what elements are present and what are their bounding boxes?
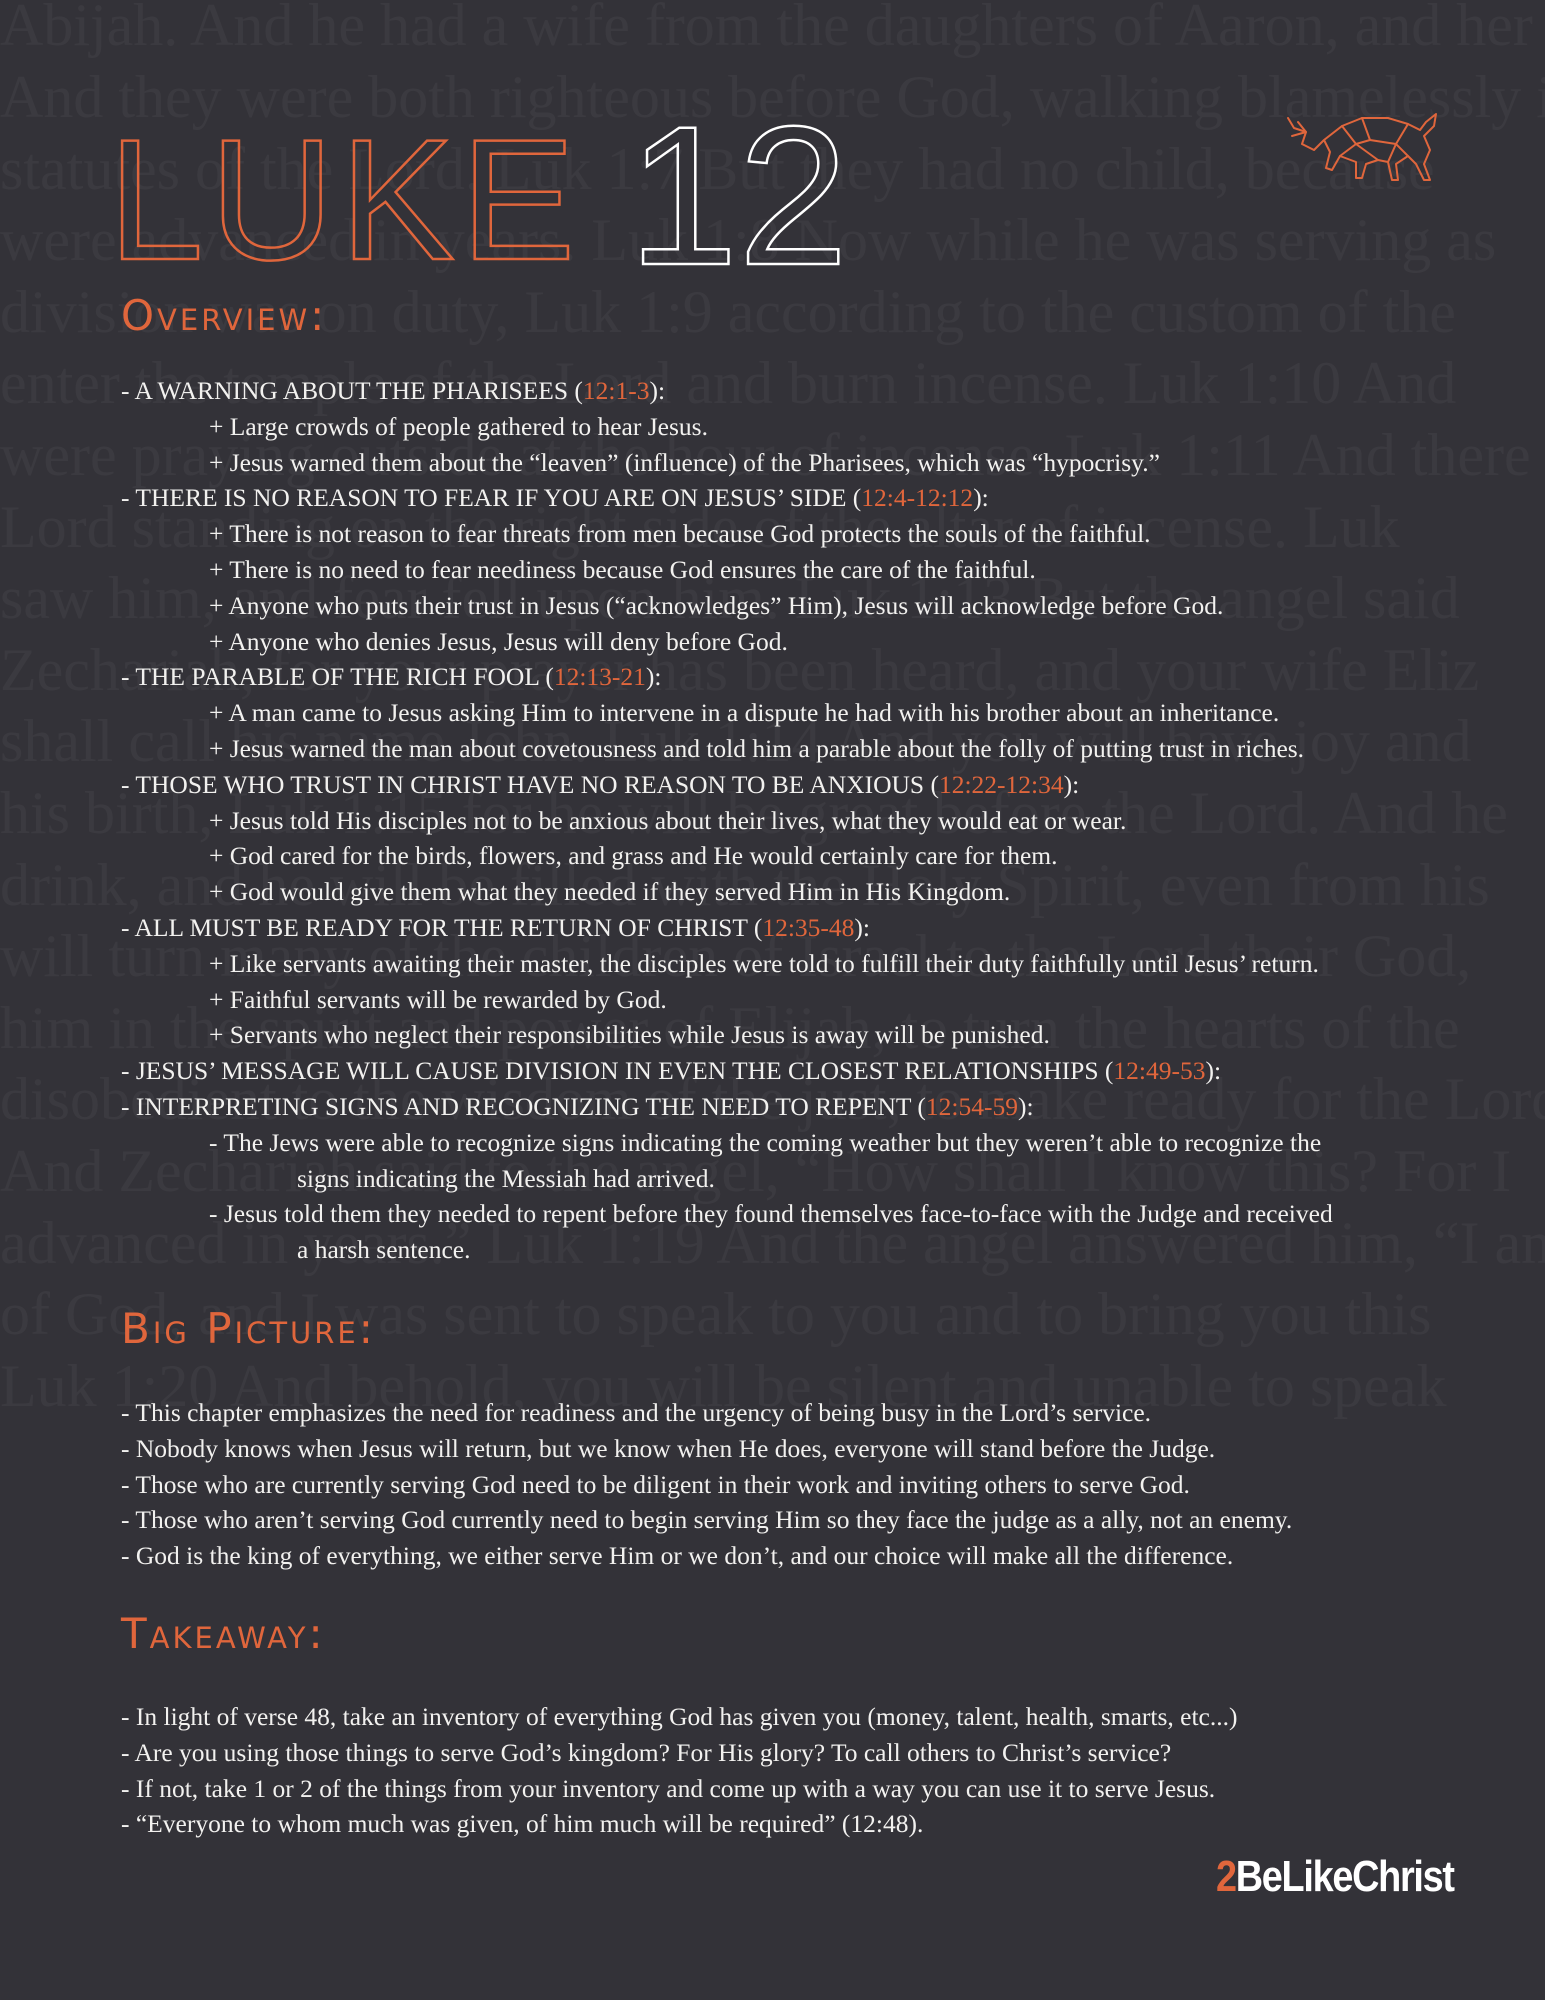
overview-point: + Anyone who denies Jesus, Jesus will deny before God. [209,626,788,656]
overview-section-title [121,373,1451,409]
overview-heading: Overview: [121,291,328,340]
section-title-close: ): [1017,1091,1034,1121]
section-title-text: - INTERPRETING SIGNS AND RECOGNIZING THE NEED TO REPENT ( [121,1091,926,1121]
big-picture-point: - Nobody knows when Jesus will return, but we know when He does, everyone will stand before the Judge. [121,1433,1216,1463]
takeaway-heading: Takeaway: [121,1609,326,1658]
section-title-close: ): [854,912,870,942]
verse-reference: 12:35-48 [762,912,855,942]
brand-logo [1216,1852,1454,1902]
overview-point: + Servants who neglect their responsibilities while Jesus is away will be punished. [209,1020,1050,1050]
overview-point: + Jesus warned them about the “leaven” (influence) of the Pharisees, which was “hypocrisy.” [209,447,1160,477]
overview-point-continued: signs indicating the Messiah had arrived. [297,1163,715,1193]
overview-section-title [121,767,1451,803]
section-title-close: ): [645,662,662,692]
overview-section-title [121,1089,1451,1125]
overview-point: + A man came to Jesus asking Him to intervene in a dispute he had with his brother about an inheritance. [209,698,1280,728]
big-picture-list [121,1395,1451,1574]
overview-point-continued: a harsh sentence. [297,1235,471,1265]
bull-icon [1284,104,1444,194]
big-picture-point: - Those who are currently serving God need to be diligent in their work and inviting others to serve God. [121,1469,1190,1499]
section-title-close: ): [1063,769,1080,799]
overview-point: + God cared for the birds, flowers, and grass and He would certainly care for them. [209,841,1058,871]
verse-reference: 12:49-53 [1113,1056,1206,1086]
big-picture-point: - Those who aren’t serving God currently need to begin serving Him so they face the judge as a ally, not an enemy. [121,1505,1293,1535]
section-title-close: ): [1205,1056,1222,1086]
overview-point: + Faithful servants will be rewarded by God. [209,984,667,1014]
section-title-close: ): [973,483,989,513]
overview-point: + Anyone who puts their trust in Jesus (“acknowledges” Him), Jesus will acknowledge before God. [209,590,1224,620]
overview-point: - The Jews were able to recognize signs indicating the coming weather but they weren’t able to recognize the [209,1127,1322,1157]
overview-section-title [121,480,1451,516]
verse-reference: 12:22-12:34 [938,769,1064,799]
brand-name: BeLikeChrist [1235,1852,1454,1901]
section-title-text: - JESUS’ MESSAGE WILL CAUSE DIVISION IN EVEN THE CLOSEST RELATIONSHIPS ( [121,1056,1114,1086]
section-title-text: - ALL MUST BE READY FOR THE RETURN OF CHRIST ( [121,912,763,942]
verse-reference: 12:1-3 [582,376,650,405]
takeaway-point: - “Everyone to whom much was given, of him much will be required” (12:48). [121,1809,924,1839]
big-picture-heading: Big Picture: [121,1304,376,1353]
overview-list [121,373,1451,1268]
takeaway-point: - If not, take 1 or 2 of the things from your inventory and come up with a way you can use it to serve Jesus. [121,1773,1216,1803]
overview-point: + Jesus told His disciples not to be anxious about their lives, what they would eat or wear. [209,805,1127,835]
big-picture-point: - God is the king of everything, we either serve Him or we don’t, and our choice will make all the difference. [121,1541,1234,1571]
overview-point: - Jesus told them they needed to repent before they found themselves face-to-face with the Judge and received [209,1199,1333,1229]
book-name: LUKE [108,104,582,296]
overview-point: + There is not reason to fear threats from men because God protects the souls of the faithful. [209,519,1151,549]
section-title-text: - THE PARABLE OF THE RICH FOOL ( [121,662,554,692]
section-title-text: - A WARNING ABOUT THE PHARISEES ( [121,376,583,405]
takeaway-list [121,1699,1451,1842]
overview-point: + Like servants awaiting their master, the disciples were told to fulfill their duty faithfully until Jesus’ return. [209,948,1319,978]
overview-section-title [121,1053,1451,1089]
overview-section-title [121,659,1451,695]
overview-point: + There is no need to fear neediness because God ensures the care of the faithful. [209,554,1036,584]
takeaway-point: - In light of verse 48, take an inventory of everything God has given you (money, talent, health, smarts, etc...) [121,1702,1238,1731]
overview-point: + Jesus warned the man about covetousness and told him a parable about the folly of putting trust in riches. [209,733,1305,763]
overview-point: + God would give them what they needed if they served Him in His Kingdom. [209,877,1011,907]
chapter-number: 12 [628,85,849,306]
section-title-text: - THERE IS NO REASON TO FEAR IF YOU ARE ON JESUS’ SIDE ( [121,483,862,513]
overview-point: + Large crowds of people gathered to hear Jesus. [209,411,708,441]
verse-reference: 12:4-12:12 [861,483,974,513]
section-title-text: - THOSE WHO TRUST IN CHRIST HAVE NO REASON TO BE ANXIOUS ( [121,769,939,799]
overview-section-title [121,910,1451,946]
section-title-close: ): [649,376,666,405]
verse-reference: 12:13-21 [553,662,646,692]
big-picture-point: - This chapter emphasizes the need for readiness and the urgency of being busy in the Lord’s service. [121,1398,1152,1427]
takeaway-point: - Are you using those things to serve God’s kingdom? For His glory? To call others to Christ’s service? [121,1737,1172,1767]
brand-number: 2 [1216,1852,1236,1901]
verse-reference: 12:54-59 [925,1091,1018,1121]
